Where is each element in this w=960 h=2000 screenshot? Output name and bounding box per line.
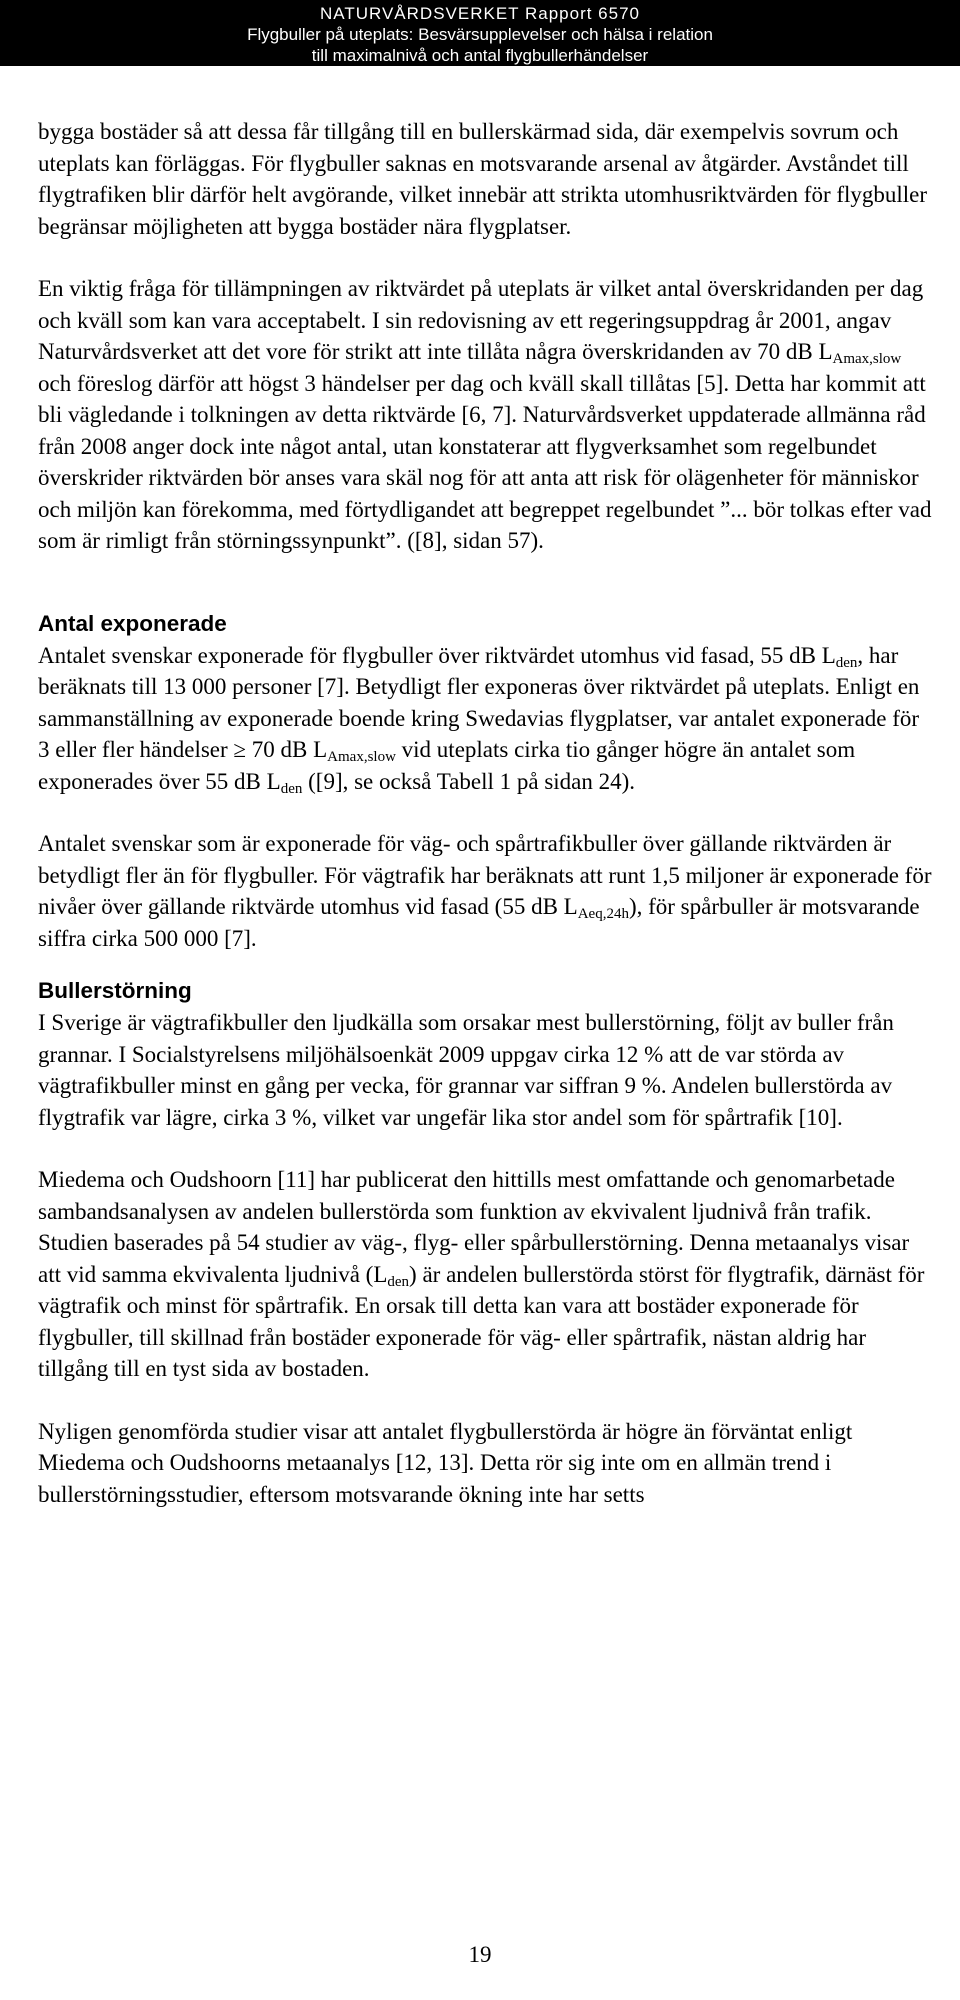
section-heading-antal-exponerade: Antal exponerade (38, 610, 227, 636)
section-heading-bullerstorning: Bullerstörning (38, 978, 192, 1003)
text-run: Miedema och Oudshoorn [11] har publicerat den hittills mest omfattande och genomarbetade sambandsanalysen av andelen bullerstörda som funktion av ekvivalent ljudnivå från trafik. Studien baserades på 54 studier av väg-, flyg- eller spårbullerstörning. Denna metaanalys visar att vid samma ekvivalenta ljudnivå (L (38, 1167, 910, 1287)
text-run: ([9], se också Tabell 1 på sidan 24). (302, 768, 636, 794)
text-run: vid uteplats cirka tio gånger högre än antalet som exponerades över 55 dB L (38, 737, 856, 794)
paragraph-bullerstorning-sverige: I Sverige är vägtrafikbuller den ljudkälla som orsakar mest bullerstörning, följt av buller från grannar. I Socialstyrelsens miljöhälsoenkät 2009 uppgav cirka 12 % att de var störda av vägtrafikbuller minst en gång per vecka, för grannar var siffran 9 %. Andelen bullerstörda av flygtrafik var lägre, cirka 3 %, vilket var ungefär lika stor andel som för spårtrafik [10]. (38, 1010, 894, 1130)
page-body (38, 116, 934, 1510)
subscript: den (387, 1273, 410, 1290)
subscript: Aeq,24h (577, 906, 629, 922)
subscript: Amax,slow (832, 351, 902, 367)
text-run: Antalet svenskar som är exponerade för väg- och spårtrafikbuller över gällande riktvärden är betydligt fler än för flygbuller. För vägtrafik har beräknats att runt 1,5 miljoner är exponerade för nivåer över gällande riktvärde utomhus vid fasad (55 dB L (38, 831, 932, 919)
text-run: ) är andelen bullerstörda störst för flygtrafik, därnäst för vägtrafik och minst för spårtrafik. En orsak till detta kan vara att bostäder exponerade för flygbuller, till skillnad från bostäder exponerade för väg- eller spårtrafik, nästan aldrig har tillgång till en tyst sida av bostaden. (38, 1261, 925, 1381)
text-run: , har beräknats till 13 000 personer [7]. Betydligt fler exponeras över riktvärdet på uteplats. Enligt en sammanställning av exponerade boende kring Swedavias flygplatser, var antalet exponerade för 3 eller fler händelser ≥ 70 dB L (38, 642, 920, 762)
report-subtitle-line-1: Flygbuller på uteplats: Besvärsupplevelser och hälsa i relation (247, 25, 713, 44)
text-run: och föreslog därför att högst 3 händelser per dag och kväll skall tillåtas [5]. Detta har kommit att bli vägledande i tolkningen av detta riktvärde [6, 7]. Naturvårdsverket uppdaterade allmänna råd från 2008 anger dock inte något antal, utan konstaterar att flygverksamhet som regelbundet överskrider riktvärden bör anses vara skäl nog för att anta att risk för olägenheter för människor och miljön kan förekomma, med förtydligandet att begreppet regelbundet ”... bör tolkas efter vad som är rimligt från störningssynpunkt”. ([8], sidan 57). (38, 370, 932, 553)
paragraph-exponerade-flygbuller (38, 640, 934, 798)
text-run: ), för spårbuller är motsvarande siffra cirka 500 000 [7]. (38, 894, 920, 951)
report-subtitle-line-2: till maximalnivå och antal flygbullerhändelser (311, 46, 649, 65)
page-number: 19 (468, 1942, 492, 1967)
paragraph-exponerade-vag-spar (38, 828, 934, 954)
text-run: En viktig fråga för tillämpningen av riktvärdet på uteplats är vilket antal överskridanden per dag och kväll som kan vara acceptabelt. I sin redovisning av ett regeringsuppdrag år 2001, angav Naturvårdsverket att det vore för strikt att inte tillåta några överskridanden av 70 dB L (38, 276, 924, 364)
paragraph-miedema-oudshoorn (38, 1164, 934, 1385)
paragraph-intro: bygga bostäder så att dessa får tillgång till en bullerskärmad sida, där exempelvis sovrum och uteplats kan förläggas. För flygbuller saknas en motsvarande arsenal av åtgärder. Avståndet till flygtrafiken blir därför helt avgörande, vilket innebär att strikta utomhusriktvärden för flygbuller begränsar möjligheten att bygga bostäder nära flygplatser. (38, 119, 928, 239)
paragraph-nyligen-studier: Nyligen genomförda studier visar att antalet flygbullerstörda är högre än förväntat enligt Miedema och Oudshoorns metaanalys [12, 13]. Detta rör sig inte om en allmän trend i bullerstörningsstudier, eftersom motsvarande ökning inte har setts (38, 1418, 853, 1507)
report-header (0, 0, 960, 66)
text-run: Antalet svenskar exponerade för flygbuller över riktvärdet utomhus vid fasad, 55 dB L (38, 642, 836, 668)
subscript: den (835, 654, 858, 671)
report-title: NATURVÅRDSVERKET Rapport 6570 (319, 4, 640, 23)
subscript: den (280, 780, 303, 797)
paragraph-riktvarde (38, 273, 934, 557)
subscript: Amax,slow (327, 749, 396, 765)
